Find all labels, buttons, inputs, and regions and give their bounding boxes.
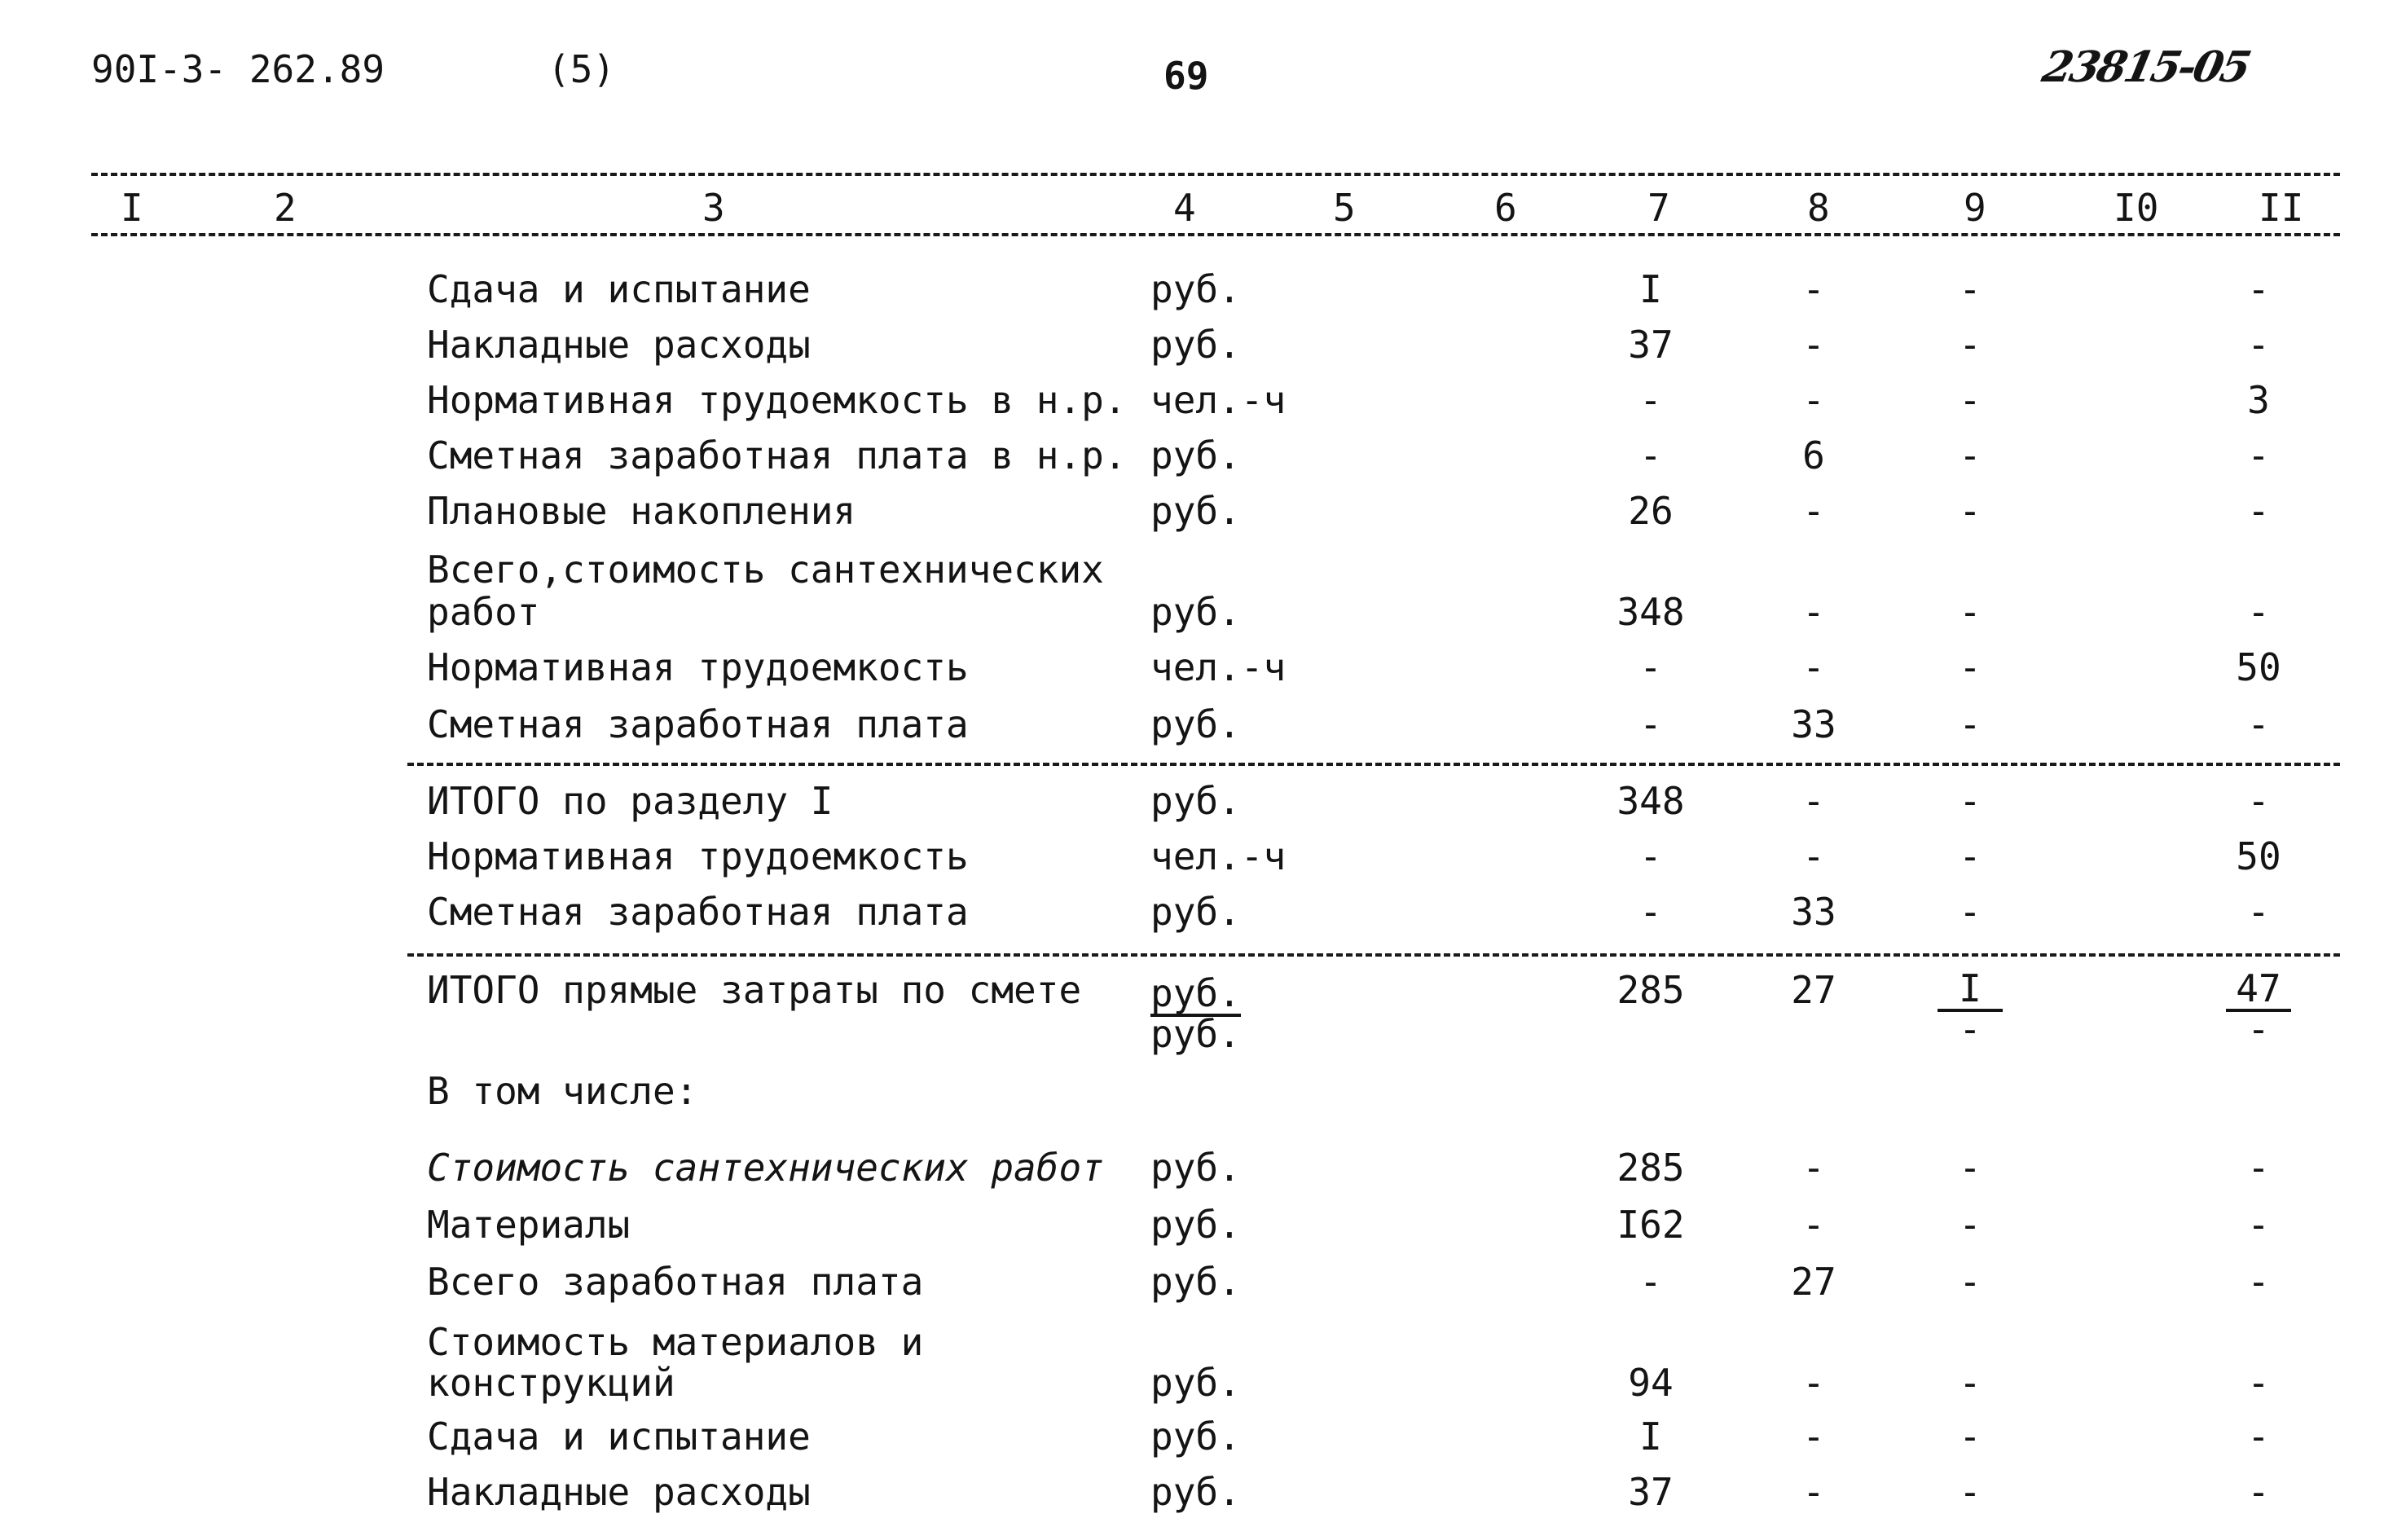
row-unit: руб. [1150,1146,1241,1190]
row-unit: руб. [1150,1470,1241,1514]
value-col-11: - [2247,1260,2270,1304]
value-col-8: - [1802,1203,1825,1247]
column-number: II [2259,186,2304,230]
value-col-8: 27 [1791,1260,1836,1304]
column-number: 2 [274,186,297,230]
value-col-7: - [1639,834,1662,878]
value-col-11: - [2247,1146,2270,1190]
row-unit: чел.-ч [1150,834,1287,878]
header-bottom-divider [91,233,2340,236]
value-col-8: - [1802,834,1825,878]
row-label: Накладные расходы [427,323,811,367]
value-col-9: - [1959,702,1982,746]
value-col-8: 33 [1791,702,1836,746]
column-number: 6 [1494,186,1517,230]
value-col-8: 27 [1791,968,1836,1012]
row-label: Материалы [427,1203,631,1247]
row-label: Стоимость сантехнических работ [427,1146,1104,1190]
value-col-7: - [1639,1260,1662,1304]
row-unit: чел.-ч [1150,378,1287,422]
column-number: 4 [1173,186,1196,230]
value-col-9: - [1959,1260,1982,1304]
value-col-7: 37 [1628,1470,1674,1514]
value-col-9: - [1959,779,1982,823]
row-unit: руб. [1150,489,1241,533]
row-unit: руб. [1150,590,1241,634]
direct-costs-label: ИТОГО прямые затраты по смете [427,968,1082,1012]
value-col-8: - [1802,645,1825,689]
value-col-7: I [1639,267,1662,311]
value-col-9: - [1959,267,1982,311]
value-col-11: - [2247,489,2270,533]
row-unit: руб. [1150,1260,1241,1304]
value-col-8: 6 [1802,433,1825,477]
value-col-8: - [1802,323,1825,367]
value-col-7: I [1639,1415,1662,1459]
row-label: Нормативная трудоемкость [427,645,969,689]
row-label: Плановые накопления [427,489,856,533]
value-col-9: - [1959,1146,1982,1190]
value-col-11: - [2247,267,2270,311]
value-col-11: - [2247,590,2270,634]
header-top-divider [91,173,2340,176]
row-label: Всего,стоимость сантехнических [427,548,1104,592]
value-col-8: - [1802,267,1825,311]
value-col-9: - [1959,489,1982,533]
value-col-11: - [2247,702,2270,746]
row-label: Сдача и испытание [427,1415,811,1459]
value-col-11: - [2247,1415,2270,1459]
row-unit: руб. [1150,433,1241,477]
value-col-11: - [2247,1361,2270,1405]
value-col-9: - [1959,834,1982,878]
value-col-7: 285 [1616,968,1685,1012]
value-col-7: - [1639,378,1662,422]
row-label: Сметная заработная плата [427,890,969,934]
row-unit: руб. [1150,323,1241,367]
value-col-7: 348 [1616,590,1685,634]
value-col-11: - [2247,890,2270,934]
value-col-7: - [1639,645,1662,689]
value-col-9: - [1959,645,1982,689]
column-number: I0 [2113,186,2159,230]
value-col-9-bottom: - [1959,1007,1982,1051]
value-col-7: 285 [1616,1146,1685,1190]
row-unit: руб. [1150,1203,1241,1247]
column-number: 7 [1647,186,1670,230]
row-label: Нормативная трудоемкость [427,834,969,878]
document-subcode: (5) [548,47,616,91]
value-col-11: - [2247,1203,2270,1247]
value-col-9: - [1959,590,1982,634]
column-number: I [121,186,143,230]
value-col-9: - [1959,1470,1982,1514]
section-divider [407,953,2340,957]
value-col-9: - [1959,433,1982,477]
row-label: Стоимость материалов и [427,1320,924,1364]
value-col-7: - [1639,433,1662,477]
value-col-8: - [1802,1146,1825,1190]
value-col-9: - [1959,323,1982,367]
value-col-11: 50 [2236,645,2281,689]
row-unit: руб. [1150,1361,1241,1405]
value-col-7: 26 [1628,489,1674,533]
value-col-9: - [1959,1415,1982,1459]
value-col-8: - [1802,378,1825,422]
value-col-7: - [1639,890,1662,934]
value-col-7: 348 [1616,779,1685,823]
row-label: Сметная заработная плата [427,702,969,746]
row-label: Сметная заработная плата в н.р. [427,433,1127,477]
row-unit: чел.-ч [1150,645,1287,689]
value-col-11: - [2247,779,2270,823]
value-col-8: - [1802,1415,1825,1459]
value-col-11-top: 47 [2226,970,2291,1012]
direct-costs-unit-top: руб. [1150,971,1241,1015]
value-col-11-bottom: - [2247,1007,2270,1051]
row-label: ИТОГО по разделу I [427,779,834,823]
value-col-11: - [2247,323,2270,367]
value-col-11: 3 [2247,378,2270,422]
row-label: Накладные расходы [427,1470,811,1514]
row-label: Сдача и испытание [427,267,811,311]
value-col-11: - [2247,1470,2270,1514]
row-label-continued: конструкций [427,1361,675,1405]
value-col-7: 37 [1628,323,1674,367]
direct-costs-unit-bottom: руб. [1150,1012,1241,1056]
column-number: 3 [702,186,725,230]
row-label-continued: работ [427,590,540,634]
row-unit: руб. [1150,779,1241,823]
including-label: В том числе: [427,1069,698,1113]
row-unit: руб. [1150,1415,1241,1459]
value-col-7: I62 [1616,1203,1685,1247]
row-label: Нормативная трудоемкость в н.р. [427,378,1127,422]
page-number: 69 [1163,54,1209,98]
row-unit: руб. [1150,890,1241,934]
value-col-9-top: I [1938,970,2003,1012]
value-col-9: - [1959,378,1982,422]
row-unit: руб. [1150,267,1241,311]
column-number: 8 [1807,186,1830,230]
value-col-9: - [1959,1203,1982,1247]
value-col-8: - [1802,779,1825,823]
value-col-8: - [1802,1470,1825,1514]
document-code: 90I-3- 262.89 [91,47,385,91]
column-number: 9 [1964,186,1986,230]
value-col-7: - [1639,702,1662,746]
value-col-8: - [1802,489,1825,533]
row-label: Всего заработная плата [427,1260,924,1304]
value-col-8: 33 [1791,890,1836,934]
value-col-8: - [1802,1361,1825,1405]
handwritten-reference: 23815-05 [2038,42,2254,92]
column-number: 5 [1333,186,1356,230]
value-col-9: - [1959,1361,1982,1405]
row-unit: руб. [1150,702,1241,746]
value-col-7: 94 [1628,1361,1674,1405]
section-divider [407,763,2340,766]
value-col-11: - [2247,433,2270,477]
value-col-9: - [1959,890,1982,934]
value-col-8: - [1802,590,1825,634]
value-col-11: 50 [2236,834,2281,878]
